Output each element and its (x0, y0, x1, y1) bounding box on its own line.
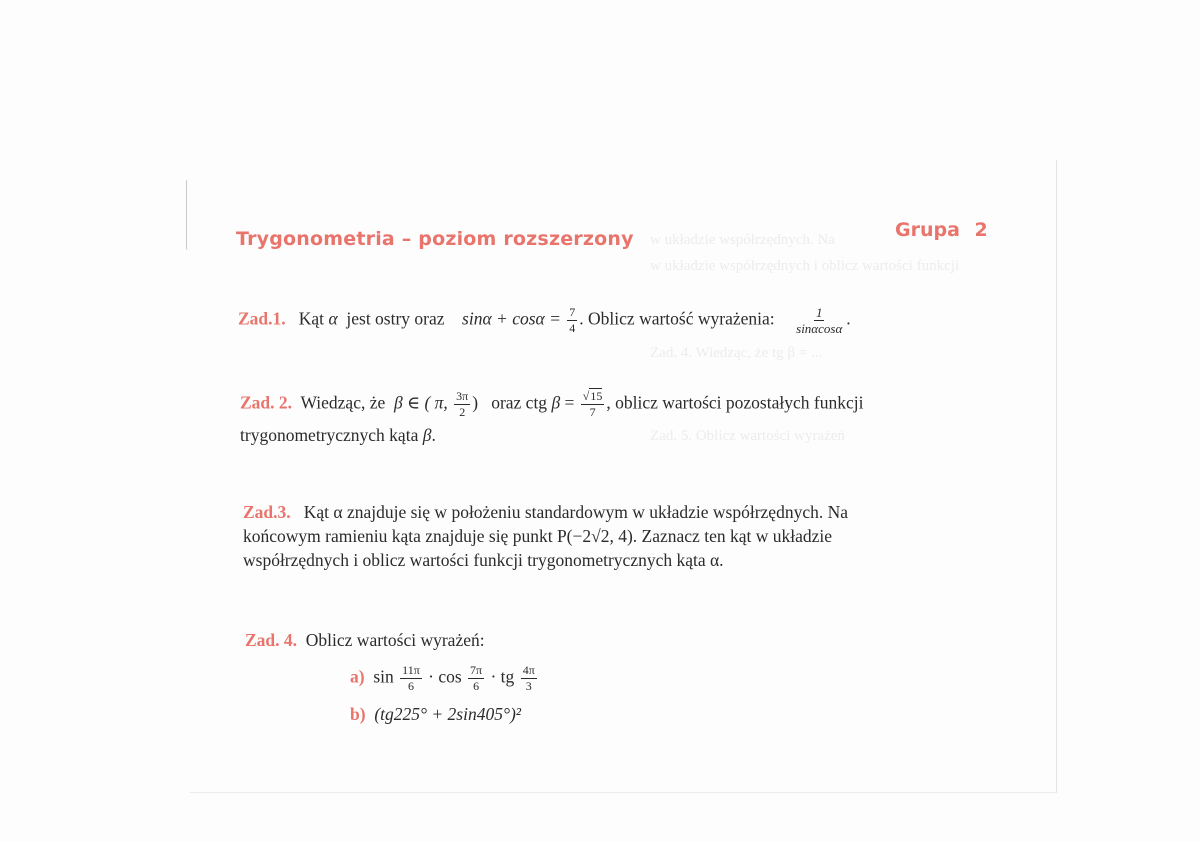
fraction-denominator: sinαcosα (796, 321, 843, 336)
fraction-numerator: √15 (582, 389, 603, 403)
math-expression: · cos (428, 666, 462, 687)
punctuation: . (431, 425, 436, 445)
fraction-denominator: 6 (473, 679, 480, 693)
item-label: b) (350, 704, 366, 724)
math-symbol: β (551, 392, 561, 413)
fraction-numerator: 3π (456, 389, 469, 403)
math-expression: (tg225° + 2sin405°)² (374, 704, 522, 724)
task-text: , oblicz wartości pozostałych funkcji (606, 392, 864, 413)
task-text: Kąt α znajduje się w położeniu standardowym w układzie współrzędnych. Na (303, 502, 848, 522)
fraction (581, 390, 605, 419)
math-symbol: β (422, 425, 432, 445)
fraction-numerator: 7 (569, 305, 576, 319)
fraction (468, 664, 484, 693)
fraction (454, 390, 470, 419)
task-text: Wiedząc, że (300, 392, 386, 413)
show-through-text: w układzie współrzędnych. Na (650, 232, 835, 248)
fraction-denominator: 3 (525, 679, 532, 693)
task-label: Zad. 2. (240, 392, 293, 413)
fraction (521, 664, 537, 693)
task-text: Oblicz wartości wyrażeń: (305, 630, 485, 650)
task-2-line-2 (240, 423, 436, 447)
item-label: a) (350, 666, 365, 687)
fraction-denominator: 4 (569, 321, 576, 335)
task-text: Kąt (298, 308, 325, 329)
fraction-numerator: 11π (402, 663, 420, 677)
paper-sheet (190, 160, 1057, 793)
fraction (400, 664, 422, 693)
task-3-line-1 (243, 500, 848, 524)
task-text: . Oblicz wartość wyrażenia: (579, 308, 775, 329)
punctuation: . (846, 308, 851, 329)
task-text: trygonometrycznych kąta (240, 425, 419, 445)
math-expression: sin (373, 666, 394, 687)
task-2 (240, 390, 863, 419)
show-through-text: Zad. 4. Wiedząc, że tg β = ... (650, 345, 823, 361)
math-expression: ∈ ( π, (407, 392, 448, 413)
task-4-item-a (350, 664, 539, 693)
task-3-line-2: końcowym ramieniu kąta znajduje się punkt P(−2√2, 4). Zaznacz ten kąt w układzie (243, 526, 833, 546)
task-text: jest ostry oraz (346, 308, 445, 329)
task-text: oraz ctg (491, 392, 548, 413)
task-label: Zad.1. (238, 308, 286, 329)
math-symbol: α (328, 308, 338, 329)
math-expression: sinα + cosα = (462, 308, 561, 329)
fraction-numerator: 1 (815, 305, 823, 320)
task-label: Zad. 4. (245, 630, 298, 650)
math-expression: ) (472, 392, 479, 413)
fraction-denominator: 7 (589, 405, 596, 419)
task-label: Zad.3. (243, 502, 291, 522)
group-label: Grupa 2 (895, 219, 988, 241)
sqrt-radicand: 15 (590, 389, 603, 403)
fraction-denominator: 6 (407, 679, 414, 693)
task-1 (238, 306, 851, 335)
task-4-line-1 (245, 628, 485, 652)
fraction-numerator: 4π (522, 663, 535, 677)
fraction (567, 306, 577, 335)
show-through-text: w układzie współrzędnych i oblicz wartości funkcji (650, 258, 960, 274)
fraction-numerator: 7π (470, 663, 483, 677)
show-through-text: Zad. 5. Oblicz wartości wyrażeń (650, 428, 845, 444)
fraction (794, 306, 844, 335)
math-expression: = (564, 392, 575, 413)
math-symbol: β (394, 392, 403, 413)
math-expression: · tg (490, 666, 515, 687)
task-3-line-3: współrzędnych i oblicz wartości funkcji trygonometrycznych kąta α. (243, 550, 724, 570)
page-title: Trygonometria – poziom rozszerzony (236, 228, 634, 250)
paper-edge-mark (186, 180, 190, 250)
fraction-denominator: 2 (459, 405, 466, 419)
task-4-item-b (350, 702, 521, 726)
